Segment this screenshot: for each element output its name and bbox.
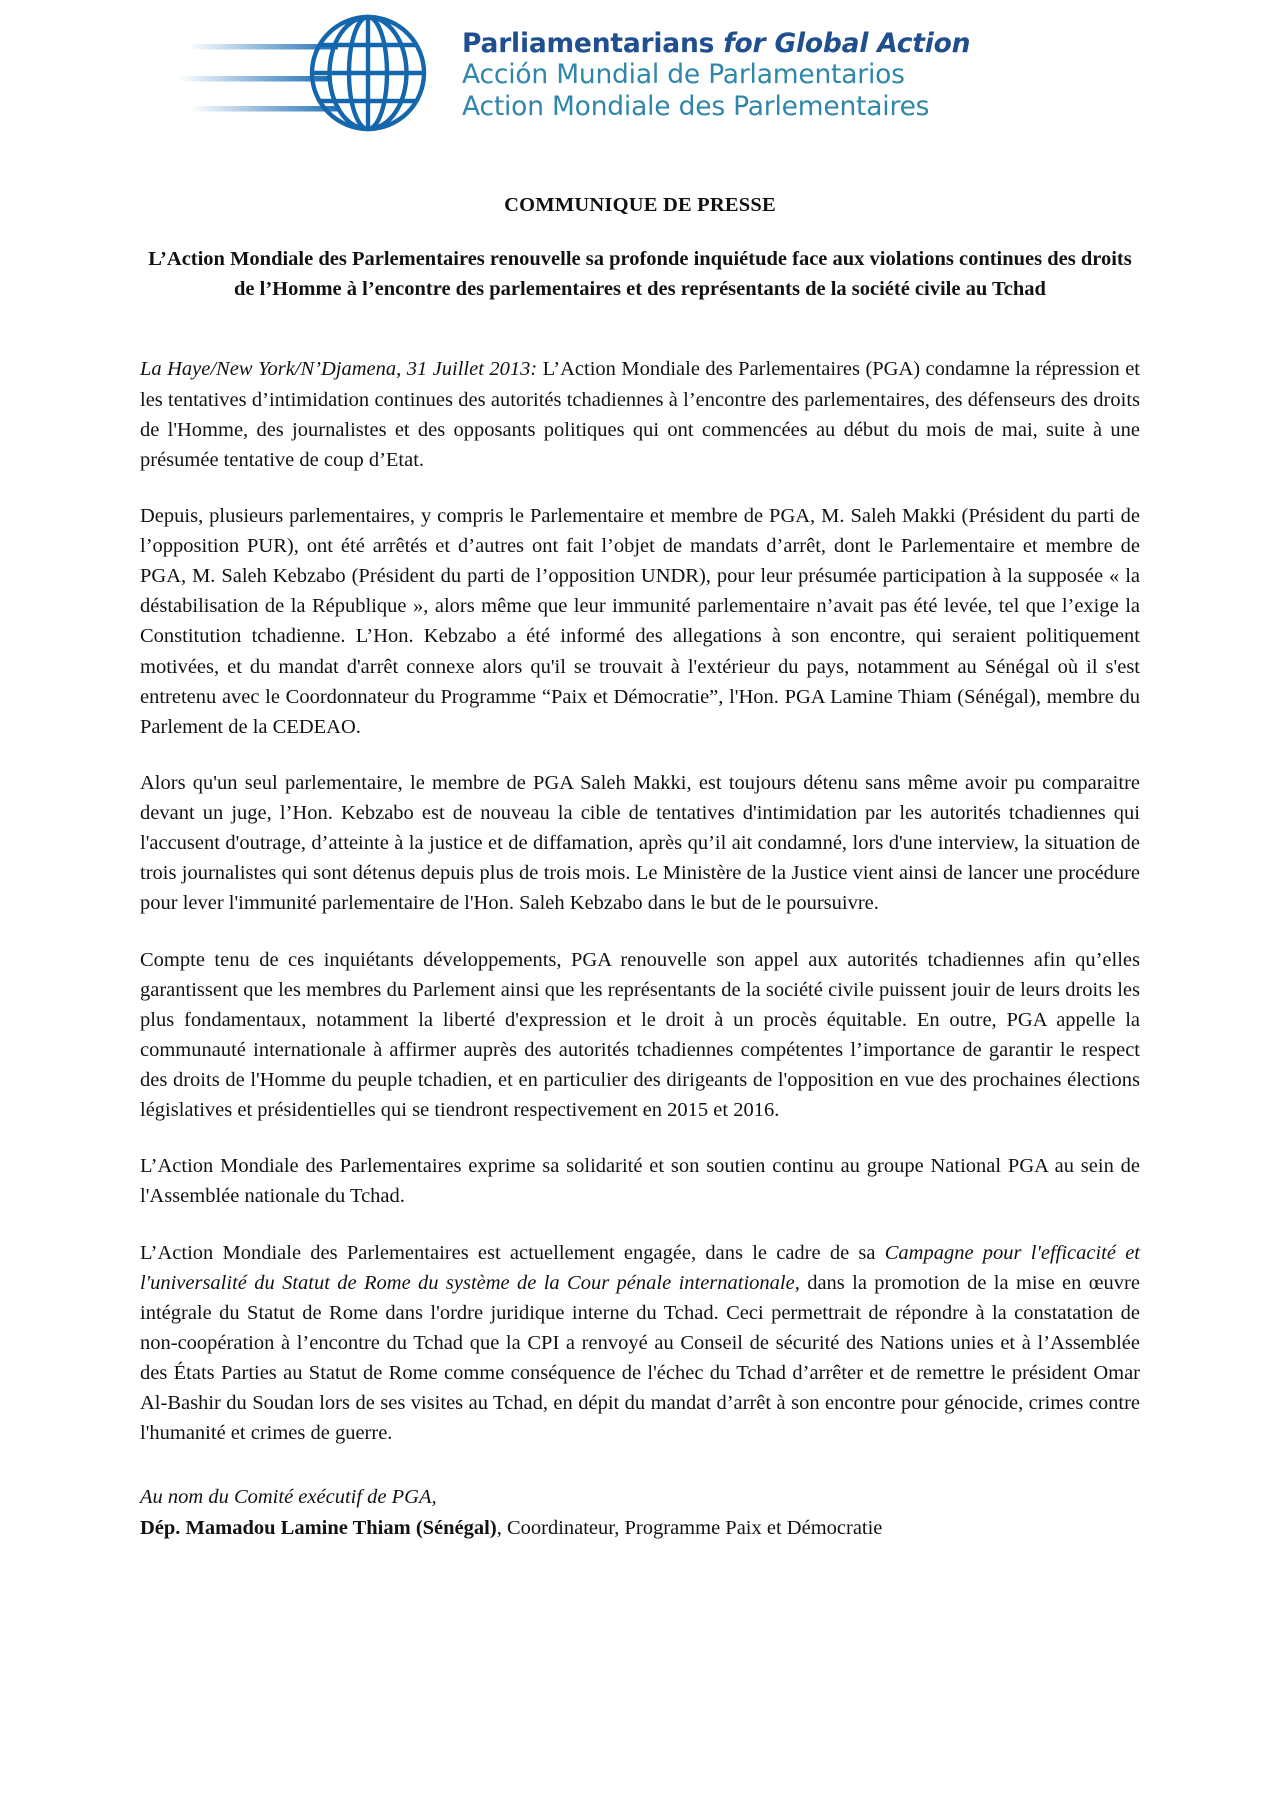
press-release-label: COMMUNIQUE DE PRESSE xyxy=(504,194,776,216)
logo-line-english xyxy=(462,28,970,60)
logo-line-spanish: Acción Mundial de Parlamentarios xyxy=(462,59,905,91)
signature-name-line xyxy=(140,1513,1140,1544)
paragraph-1-text: L’Action Mondiale des Parlementaires (PGA) condamne la répression et les tentatives d’intimidation continues des autorités tchadiennes à l’encontre des parlementaires, des défenseurs des droits de l'Homme, des journalistes et des opposants politiques qui ont commencées au début du mois de mai, suite à une présumée tentative de coup d’Etat. xyxy=(140,358,1141,471)
paragraph-6-lead: L’Action Mondiale des Parlementaires est actuellement engagée, dans le cadre de sa xyxy=(140,1241,885,1264)
signature-committee: Au nom du Comité exécutif de PGA, xyxy=(140,1486,437,1509)
signatory-role: , Coordinateur, Programme Paix et Démocratie xyxy=(496,1517,883,1540)
logo-line-english-italic: for Global Action xyxy=(723,27,971,59)
letterhead xyxy=(0,0,1280,142)
paragraph-1 xyxy=(140,354,1140,475)
logo-wordmark xyxy=(462,24,970,123)
logo-line-french: Action Mondiale des Parlementaires xyxy=(462,90,930,122)
signatory-name: Dép. Mamadou Lamine Thiam (Sénégal) xyxy=(140,1517,497,1540)
campaign-name: Campagne pour l'efficacité et l'universalité du Statut de Rome du système de la Cour pénale internationale xyxy=(140,1241,1140,1294)
paragraph-4: Compte tenu de ces inquiétants développements, PGA renouvelle son appel aux autorités tchadiennes afin qu’elles garantissent que les membres du Parlement ainsi que les représentants de la société civile puissent jouir de leurs droits les plus fondamentaux, notamment la liberté d'expression et le droit à un procès équitable. En outre, PGA appelle la communauté internationale à affirmer auprès des autorités tchadiennes compétentes l’importance de garantir le respect des droits de l'Homme du peuple tchadien, et en particulier des dirigeants de l'opposition en vue des prochaines élections législatives et présidentielles qui se tiendront respectivement en 2015 et 2016. xyxy=(140,948,1140,1122)
paragraph-3: Alors qu'un seul parlementaire, le membre de PGA Saleh Makki, est toujours détenu sans même avoir pu comparaitre devant un juge, l’Hon. Kebzabo est de nouveau la cible de tentatives d'intimidation par les autorités tchadiennes qui l'accusent d'outrage, d’atteinte à la justice et de diffamation, après qu’il ait condamné, lors d'une interview, la situation de trois journalistes qui sont détenus depuis plus de trois mois. Le Ministère de la Justice vient ainsi de lancer une procédure pour lever l'immunité parlementaire de l'Hon. Saleh Kebzabo dans le but de le poursuivre. xyxy=(140,771,1140,915)
page-title: L’Action Mondiale des Parlementaires renouvelle sa profonde inquiétude face aux violations continues des droits de l’Homme à l’encontre des parlementaires et des représentants de la société civile au Tchad xyxy=(148,248,1132,300)
globe-icon xyxy=(178,14,446,132)
paragraph-6-tail: , dans la promotion de la mise en œuvre intégrale du Statut de Rome dans l'ordre juridique interne du Tchad. Ceci permettrait de répondre à la constatation de non-coopération à l’encontre du Tchad que la CPI a renvoyé au Conseil de sécurité des Nations unies et à l’Assemblée des États Parties au Statut de Rome comme conséquence de l'échec du Tchad d’arrêter et de remettre le président Omar Al-Bashir du Soudan lors de ses visites au Tchad, en dépit du mandat d’arrêt à son encontre pour génocide, crimes contre l'humanité et crimes de guerre. xyxy=(140,1271,1140,1445)
document-body xyxy=(140,304,1140,1448)
logo-line-english-regular: Parliamentarians xyxy=(462,27,724,59)
dateline: La Haye/New York/N’Djamena, 31 Juillet 2013: xyxy=(140,358,538,381)
paragraph-6 xyxy=(140,1238,1140,1449)
paragraph-2: Depuis, plusieurs parlementaires, y compris le Parlementaire et membre de PGA, M. Saleh Makki (Président du parti de l’opposition PUR), ont été arrêtés et d’autres ont fait l’objet de mandats d’arrêt, dont le Parlementaire et membre de PGA, M. Saleh Kebzabo (Président du parti de l’opposition UNDR), pour leur présumée participation à la supposée « la déstabilisation de la République », alors même que leur immunité parlementaire n’avait pas été levée, tel que l’exige la Constitution tchadienne. L’Hon. Kebzabo a été informé des allegations à son encontre, qui seraient politiquement motivées, et du mandat d'arrêt connexe alors qu'il se trouvait à l'extérieur du pays, notamment au Sénégal où il s'est entretenu avec le Coordonnateur du Programme “Paix et Démocratie”, l'Hon. PGA Lamine Thiam (Sénégal), membre du Parlement de la CEDEAO. xyxy=(140,504,1140,738)
paragraph-5: L’Action Mondiale des Parlementaires exprime sa solidarité et son soutien continu au groupe National PGA au sein de l'Assemblée nationale du Tchad. xyxy=(140,1155,1140,1208)
signature-block xyxy=(140,1482,1140,1544)
